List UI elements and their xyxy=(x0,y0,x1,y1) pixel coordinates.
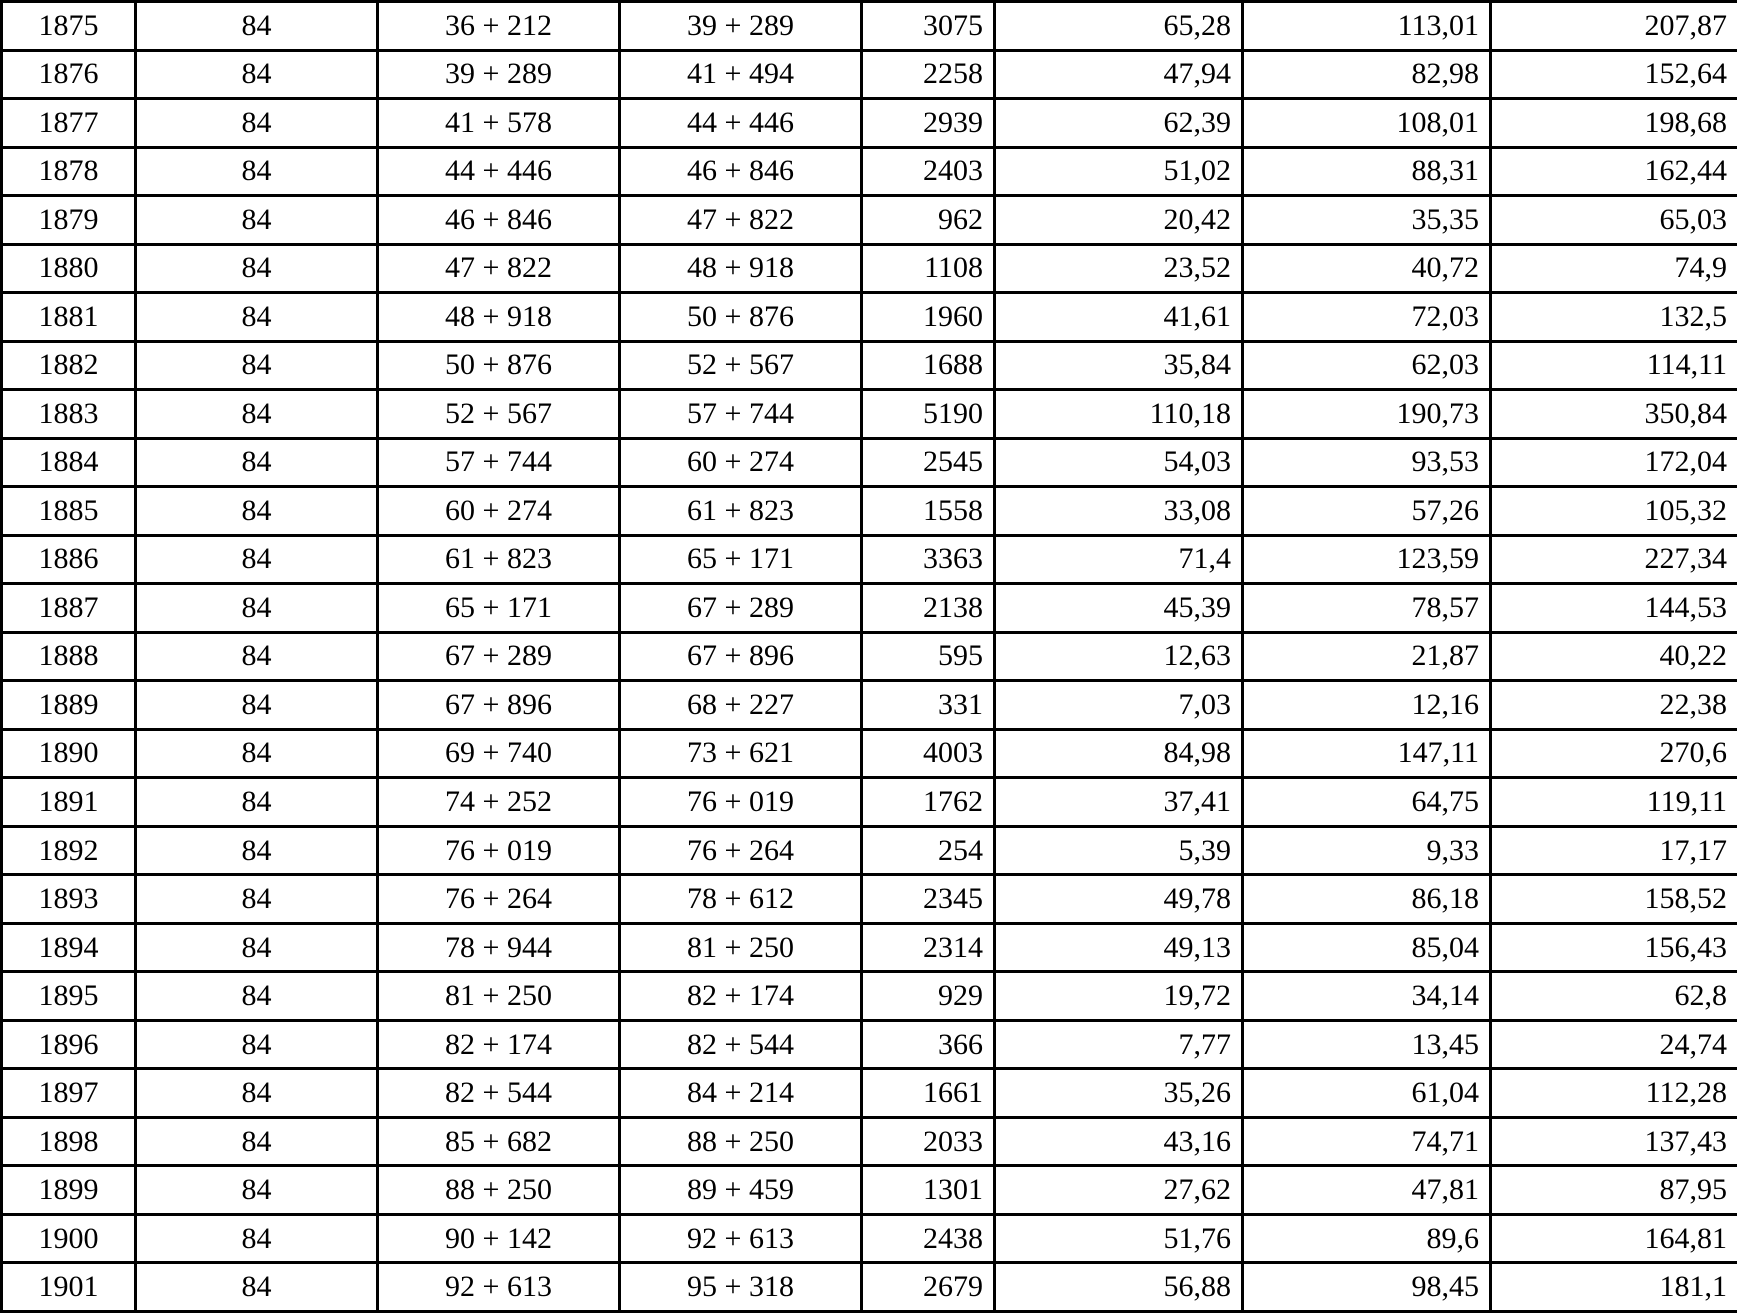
year-cell: 1875 xyxy=(2,2,136,51)
table-row xyxy=(2,293,1737,342)
length-cell: 2679 xyxy=(862,1263,995,1312)
end-cell: 67 + 289 xyxy=(620,584,862,633)
code-cell: 84 xyxy=(136,147,378,196)
value-c-cell: 158,52 xyxy=(1491,875,1737,924)
value-a-cell: 51,02 xyxy=(995,147,1243,196)
value-b-cell: 86,18 xyxy=(1243,875,1491,924)
length-cell: 1762 xyxy=(862,778,995,827)
year-cell: 1900 xyxy=(2,1214,136,1263)
value-a-cell: 45,39 xyxy=(995,584,1243,633)
table-body xyxy=(2,2,1737,1312)
table-row xyxy=(2,778,1737,827)
value-a-cell: 20,42 xyxy=(995,196,1243,245)
value-b-cell: 61,04 xyxy=(1243,1069,1491,1118)
value-b-cell: 113,01 xyxy=(1243,2,1491,51)
end-cell: 68 + 227 xyxy=(620,681,862,730)
value-b-cell: 93,53 xyxy=(1243,438,1491,487)
value-b-cell: 72,03 xyxy=(1243,293,1491,342)
end-cell: 47 + 822 xyxy=(620,196,862,245)
value-a-cell: 54,03 xyxy=(995,438,1243,487)
code-cell: 84 xyxy=(136,99,378,148)
end-cell: 50 + 876 xyxy=(620,293,862,342)
value-a-cell: 110,18 xyxy=(995,390,1243,439)
end-cell: 41 + 494 xyxy=(620,50,862,99)
value-b-cell: 21,87 xyxy=(1243,632,1491,681)
year-cell: 1884 xyxy=(2,438,136,487)
year-cell: 1888 xyxy=(2,632,136,681)
end-cell: 65 + 171 xyxy=(620,535,862,584)
end-cell: 39 + 289 xyxy=(620,2,862,51)
value-c-cell: 172,04 xyxy=(1491,438,1737,487)
code-cell: 84 xyxy=(136,244,378,293)
year-cell: 1883 xyxy=(2,390,136,439)
year-cell: 1896 xyxy=(2,1020,136,1069)
year-cell: 1895 xyxy=(2,972,136,1021)
value-a-cell: 5,39 xyxy=(995,826,1243,875)
table-row xyxy=(2,196,1737,245)
table-row xyxy=(2,1069,1737,1118)
value-c-cell: 350,84 xyxy=(1491,390,1737,439)
value-a-cell: 62,39 xyxy=(995,99,1243,148)
length-cell: 2314 xyxy=(862,923,995,972)
value-a-cell: 12,63 xyxy=(995,632,1243,681)
end-cell: 89 + 459 xyxy=(620,1166,862,1215)
length-cell: 1960 xyxy=(862,293,995,342)
start-cell: 82 + 544 xyxy=(378,1069,620,1118)
code-cell: 84 xyxy=(136,1069,378,1118)
value-b-cell: 40,72 xyxy=(1243,244,1491,293)
length-cell: 2033 xyxy=(862,1117,995,1166)
year-cell: 1879 xyxy=(2,196,136,245)
value-c-cell: 137,43 xyxy=(1491,1117,1737,1166)
table-row xyxy=(2,341,1737,390)
value-b-cell: 74,71 xyxy=(1243,1117,1491,1166)
value-c-cell: 144,53 xyxy=(1491,584,1737,633)
start-cell: 44 + 446 xyxy=(378,147,620,196)
end-cell: 46 + 846 xyxy=(620,147,862,196)
value-c-cell: 87,95 xyxy=(1491,1166,1737,1215)
start-cell: 52 + 567 xyxy=(378,390,620,439)
value-c-cell: 181,1 xyxy=(1491,1263,1737,1312)
length-cell: 929 xyxy=(862,972,995,1021)
end-cell: 67 + 896 xyxy=(620,632,862,681)
year-cell: 1892 xyxy=(2,826,136,875)
table-row xyxy=(2,244,1737,293)
code-cell: 84 xyxy=(136,729,378,778)
code-cell: 84 xyxy=(136,1214,378,1263)
value-a-cell: 41,61 xyxy=(995,293,1243,342)
value-b-cell: 9,33 xyxy=(1243,826,1491,875)
year-cell: 1878 xyxy=(2,147,136,196)
table-row xyxy=(2,729,1737,778)
length-cell: 4003 xyxy=(862,729,995,778)
value-a-cell: 65,28 xyxy=(995,2,1243,51)
code-cell: 84 xyxy=(136,972,378,1021)
value-c-cell: 65,03 xyxy=(1491,196,1737,245)
length-cell: 3363 xyxy=(862,535,995,584)
length-cell: 2403 xyxy=(862,147,995,196)
start-cell: 78 + 944 xyxy=(378,923,620,972)
table-row xyxy=(2,2,1737,51)
value-c-cell: 22,38 xyxy=(1491,681,1737,730)
code-cell: 84 xyxy=(136,341,378,390)
value-c-cell: 114,11 xyxy=(1491,341,1737,390)
year-cell: 1877 xyxy=(2,99,136,148)
year-cell: 1889 xyxy=(2,681,136,730)
value-a-cell: 43,16 xyxy=(995,1117,1243,1166)
table-row xyxy=(2,923,1737,972)
start-cell: 50 + 876 xyxy=(378,341,620,390)
length-cell: 366 xyxy=(862,1020,995,1069)
value-b-cell: 64,75 xyxy=(1243,778,1491,827)
year-cell: 1887 xyxy=(2,584,136,633)
year-cell: 1886 xyxy=(2,535,136,584)
length-cell: 2138 xyxy=(862,584,995,633)
start-cell: 57 + 744 xyxy=(378,438,620,487)
code-cell: 84 xyxy=(136,50,378,99)
value-b-cell: 123,59 xyxy=(1243,535,1491,584)
start-cell: 90 + 142 xyxy=(378,1214,620,1263)
end-cell: 84 + 214 xyxy=(620,1069,862,1118)
value-a-cell: 19,72 xyxy=(995,972,1243,1021)
code-cell: 84 xyxy=(136,632,378,681)
code-cell: 84 xyxy=(136,778,378,827)
value-c-cell: 162,44 xyxy=(1491,147,1737,196)
start-cell: 61 + 823 xyxy=(378,535,620,584)
code-cell: 84 xyxy=(136,390,378,439)
code-cell: 84 xyxy=(136,487,378,536)
value-c-cell: 156,43 xyxy=(1491,923,1737,972)
length-cell: 1108 xyxy=(862,244,995,293)
table-row xyxy=(2,99,1737,148)
value-c-cell: 24,74 xyxy=(1491,1020,1737,1069)
code-cell: 84 xyxy=(136,293,378,342)
start-cell: 74 + 252 xyxy=(378,778,620,827)
value-b-cell: 12,16 xyxy=(1243,681,1491,730)
code-cell: 84 xyxy=(136,1263,378,1312)
table-row xyxy=(2,1020,1737,1069)
value-c-cell: 62,8 xyxy=(1491,972,1737,1021)
table-row xyxy=(2,875,1737,924)
value-a-cell: 33,08 xyxy=(995,487,1243,536)
value-c-cell: 112,28 xyxy=(1491,1069,1737,1118)
value-c-cell: 198,68 xyxy=(1491,99,1737,148)
start-cell: 88 + 250 xyxy=(378,1166,620,1215)
start-cell: 67 + 896 xyxy=(378,681,620,730)
start-cell: 76 + 264 xyxy=(378,875,620,924)
value-b-cell: 47,81 xyxy=(1243,1166,1491,1215)
value-c-cell: 207,87 xyxy=(1491,2,1737,51)
code-cell: 84 xyxy=(136,438,378,487)
table-row xyxy=(2,972,1737,1021)
start-cell: 48 + 918 xyxy=(378,293,620,342)
value-b-cell: 62,03 xyxy=(1243,341,1491,390)
start-cell: 85 + 682 xyxy=(378,1117,620,1166)
end-cell: 76 + 019 xyxy=(620,778,862,827)
start-cell: 67 + 289 xyxy=(378,632,620,681)
value-a-cell: 51,76 xyxy=(995,1214,1243,1263)
value-a-cell: 56,88 xyxy=(995,1263,1243,1312)
length-cell: 2258 xyxy=(862,50,995,99)
value-b-cell: 13,45 xyxy=(1243,1020,1491,1069)
value-c-cell: 74,9 xyxy=(1491,244,1737,293)
year-cell: 1901 xyxy=(2,1263,136,1312)
start-cell: 36 + 212 xyxy=(378,2,620,51)
value-b-cell: 190,73 xyxy=(1243,390,1491,439)
code-cell: 84 xyxy=(136,681,378,730)
length-cell: 1301 xyxy=(862,1166,995,1215)
table-row xyxy=(2,1263,1737,1312)
start-cell: 82 + 174 xyxy=(378,1020,620,1069)
table-row xyxy=(2,147,1737,196)
start-cell: 69 + 740 xyxy=(378,729,620,778)
year-cell: 1897 xyxy=(2,1069,136,1118)
end-cell: 48 + 918 xyxy=(620,244,862,293)
table-row xyxy=(2,50,1737,99)
table-row xyxy=(2,535,1737,584)
value-c-cell: 227,34 xyxy=(1491,535,1737,584)
value-b-cell: 82,98 xyxy=(1243,50,1491,99)
start-cell: 47 + 822 xyxy=(378,244,620,293)
length-cell: 2939 xyxy=(862,99,995,148)
year-cell: 1898 xyxy=(2,1117,136,1166)
end-cell: 52 + 567 xyxy=(620,341,862,390)
value-b-cell: 98,45 xyxy=(1243,1263,1491,1312)
start-cell: 39 + 289 xyxy=(378,50,620,99)
value-c-cell: 270,6 xyxy=(1491,729,1737,778)
value-b-cell: 88,31 xyxy=(1243,147,1491,196)
length-cell: 2345 xyxy=(862,875,995,924)
value-a-cell: 49,78 xyxy=(995,875,1243,924)
length-cell: 5190 xyxy=(862,390,995,439)
code-cell: 84 xyxy=(136,1166,378,1215)
table-row xyxy=(2,826,1737,875)
value-b-cell: 57,26 xyxy=(1243,487,1491,536)
start-cell: 41 + 578 xyxy=(378,99,620,148)
value-a-cell: 37,41 xyxy=(995,778,1243,827)
end-cell: 57 + 744 xyxy=(620,390,862,439)
length-cell: 2438 xyxy=(862,1214,995,1263)
value-c-cell: 40,22 xyxy=(1491,632,1737,681)
year-cell: 1894 xyxy=(2,923,136,972)
year-cell: 1876 xyxy=(2,50,136,99)
value-b-cell: 35,35 xyxy=(1243,196,1491,245)
table-row xyxy=(2,438,1737,487)
year-cell: 1880 xyxy=(2,244,136,293)
end-cell: 95 + 318 xyxy=(620,1263,862,1312)
value-c-cell: 152,64 xyxy=(1491,50,1737,99)
end-cell: 82 + 544 xyxy=(620,1020,862,1069)
start-cell: 76 + 019 xyxy=(378,826,620,875)
length-cell: 1688 xyxy=(862,341,995,390)
year-cell: 1885 xyxy=(2,487,136,536)
value-b-cell: 34,14 xyxy=(1243,972,1491,1021)
end-cell: 61 + 823 xyxy=(620,487,862,536)
length-cell: 595 xyxy=(862,632,995,681)
value-a-cell: 7,03 xyxy=(995,681,1243,730)
code-cell: 84 xyxy=(136,1020,378,1069)
end-cell: 82 + 174 xyxy=(620,972,862,1021)
code-cell: 84 xyxy=(136,2,378,51)
table-row xyxy=(2,487,1737,536)
length-cell: 1661 xyxy=(862,1069,995,1118)
value-a-cell: 27,62 xyxy=(995,1166,1243,1215)
length-cell: 962 xyxy=(862,196,995,245)
year-cell: 1882 xyxy=(2,341,136,390)
value-b-cell: 89,6 xyxy=(1243,1214,1491,1263)
year-cell: 1899 xyxy=(2,1166,136,1215)
table-row xyxy=(2,584,1737,633)
value-b-cell: 85,04 xyxy=(1243,923,1491,972)
table-row xyxy=(2,681,1737,730)
length-cell: 1558 xyxy=(862,487,995,536)
length-cell: 3075 xyxy=(862,2,995,51)
code-cell: 84 xyxy=(136,196,378,245)
code-cell: 84 xyxy=(136,584,378,633)
length-cell: 254 xyxy=(862,826,995,875)
code-cell: 84 xyxy=(136,826,378,875)
value-b-cell: 108,01 xyxy=(1243,99,1491,148)
length-cell: 2545 xyxy=(862,438,995,487)
code-cell: 84 xyxy=(136,1117,378,1166)
value-a-cell: 71,4 xyxy=(995,535,1243,584)
code-cell: 84 xyxy=(136,923,378,972)
end-cell: 81 + 250 xyxy=(620,923,862,972)
value-a-cell: 7,77 xyxy=(995,1020,1243,1069)
end-cell: 76 + 264 xyxy=(620,826,862,875)
end-cell: 73 + 621 xyxy=(620,729,862,778)
year-cell: 1890 xyxy=(2,729,136,778)
value-c-cell: 119,11 xyxy=(1491,778,1737,827)
end-cell: 44 + 446 xyxy=(620,99,862,148)
length-cell: 331 xyxy=(862,681,995,730)
value-b-cell: 147,11 xyxy=(1243,729,1491,778)
table-row xyxy=(2,1117,1737,1166)
value-c-cell: 132,5 xyxy=(1491,293,1737,342)
end-cell: 92 + 613 xyxy=(620,1214,862,1263)
value-a-cell: 35,84 xyxy=(995,341,1243,390)
value-a-cell: 23,52 xyxy=(995,244,1243,293)
value-c-cell: 105,32 xyxy=(1491,487,1737,536)
start-cell: 60 + 274 xyxy=(378,487,620,536)
code-cell: 84 xyxy=(136,875,378,924)
value-a-cell: 84,98 xyxy=(995,729,1243,778)
value-c-cell: 164,81 xyxy=(1491,1214,1737,1263)
value-a-cell: 47,94 xyxy=(995,50,1243,99)
value-c-cell: 17,17 xyxy=(1491,826,1737,875)
table-row xyxy=(2,390,1737,439)
start-cell: 92 + 613 xyxy=(378,1263,620,1312)
end-cell: 88 + 250 xyxy=(620,1117,862,1166)
table-row xyxy=(2,1214,1737,1263)
year-cell: 1881 xyxy=(2,293,136,342)
start-cell: 81 + 250 xyxy=(378,972,620,1021)
value-b-cell: 78,57 xyxy=(1243,584,1491,633)
table-row xyxy=(2,632,1737,681)
code-cell: 84 xyxy=(136,535,378,584)
year-cell: 1893 xyxy=(2,875,136,924)
year-cell: 1891 xyxy=(2,778,136,827)
value-a-cell: 35,26 xyxy=(995,1069,1243,1118)
table-row xyxy=(2,1166,1737,1215)
start-cell: 65 + 171 xyxy=(378,584,620,633)
end-cell: 60 + 274 xyxy=(620,438,862,487)
end-cell: 78 + 612 xyxy=(620,875,862,924)
start-cell: 46 + 846 xyxy=(378,196,620,245)
value-a-cell: 49,13 xyxy=(995,923,1243,972)
